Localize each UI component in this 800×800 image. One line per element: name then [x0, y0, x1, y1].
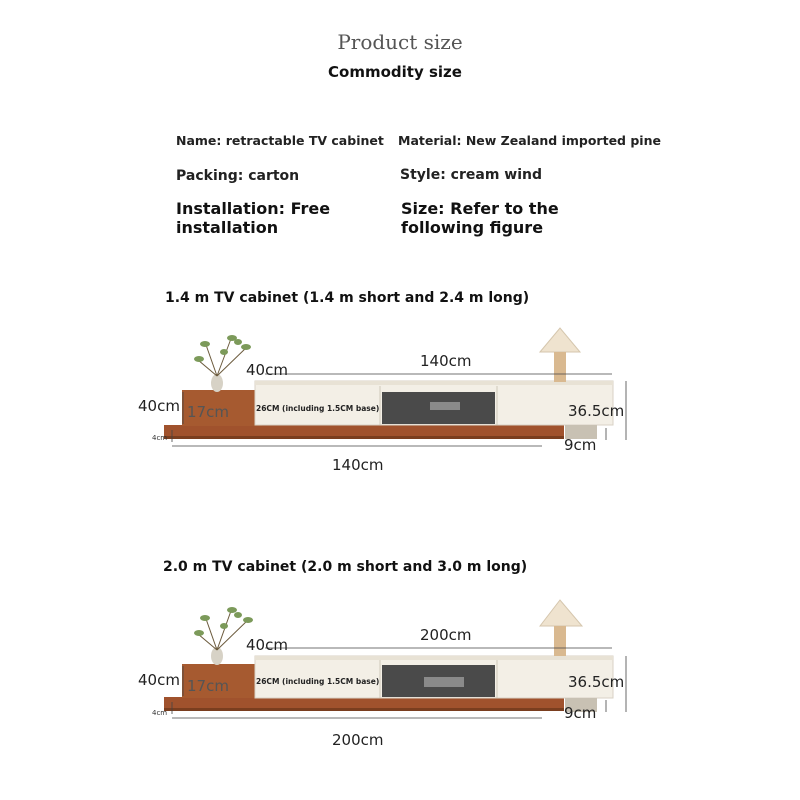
spec-style: Style: cream wind	[400, 167, 542, 183]
cabinet-1-base-height: 4cm	[152, 434, 168, 442]
cabinet-2-right-height: 36.5cm	[568, 673, 625, 691]
cabinet-1-right-height: 36.5cm	[568, 402, 625, 420]
spec-material: Material: New Zealand imported pine	[398, 133, 661, 148]
cabinet-1-inner-label: 26CM (including 1.5CM base)	[256, 404, 380, 413]
spec-name: Name: retractable TV cabinet	[176, 133, 384, 148]
cabinet-2-inner-height: 17cm	[187, 677, 229, 695]
cabinet-1-side-top: 40cm	[246, 361, 288, 379]
cabinet-1-top-width: 140cm	[420, 352, 472, 370]
cabinet-2-heading: 2.0 m TV cabinet (2.0 m short and 3.0 m long)	[163, 559, 528, 575]
spec-size: Size: Refer to the following figure	[401, 199, 559, 237]
cabinet-1-bottom-width: 140cm	[332, 456, 384, 474]
cabinet-2-bottom-width: 200cm	[332, 731, 384, 749]
cabinet-2-inner-label: 26CM (including 1.5CM base)	[256, 677, 380, 686]
spec-packing: Packing: carton	[176, 168, 300, 184]
cabinet-2-top-width: 200cm	[420, 626, 472, 644]
cabinet-2-lamp-shade	[540, 600, 582, 626]
cabinet-1-inner-height: 17cm	[187, 403, 229, 421]
cabinet-1-heading: 1.4 m TV cabinet (1.4 m short and 2.4 m long)	[165, 290, 530, 306]
cabinet-2-side-left: 40cm	[138, 671, 180, 689]
spec-installation: Installation: Free installation	[176, 199, 331, 237]
cabinet-2-base-height: 4cm	[152, 709, 168, 717]
cabinet-2-side-top: 40cm	[246, 636, 288, 654]
cabinet-2-lamp-base	[554, 626, 566, 656]
cabinet-1-right-leg-dim: 9cm	[564, 436, 597, 454]
page-title: Product size	[337, 30, 463, 54]
page-subtitle: Commodity size	[328, 63, 462, 81]
cabinet-2-right-leg-dim: 9cm	[564, 704, 597, 722]
cabinet-1-side-left: 40cm	[138, 397, 180, 415]
